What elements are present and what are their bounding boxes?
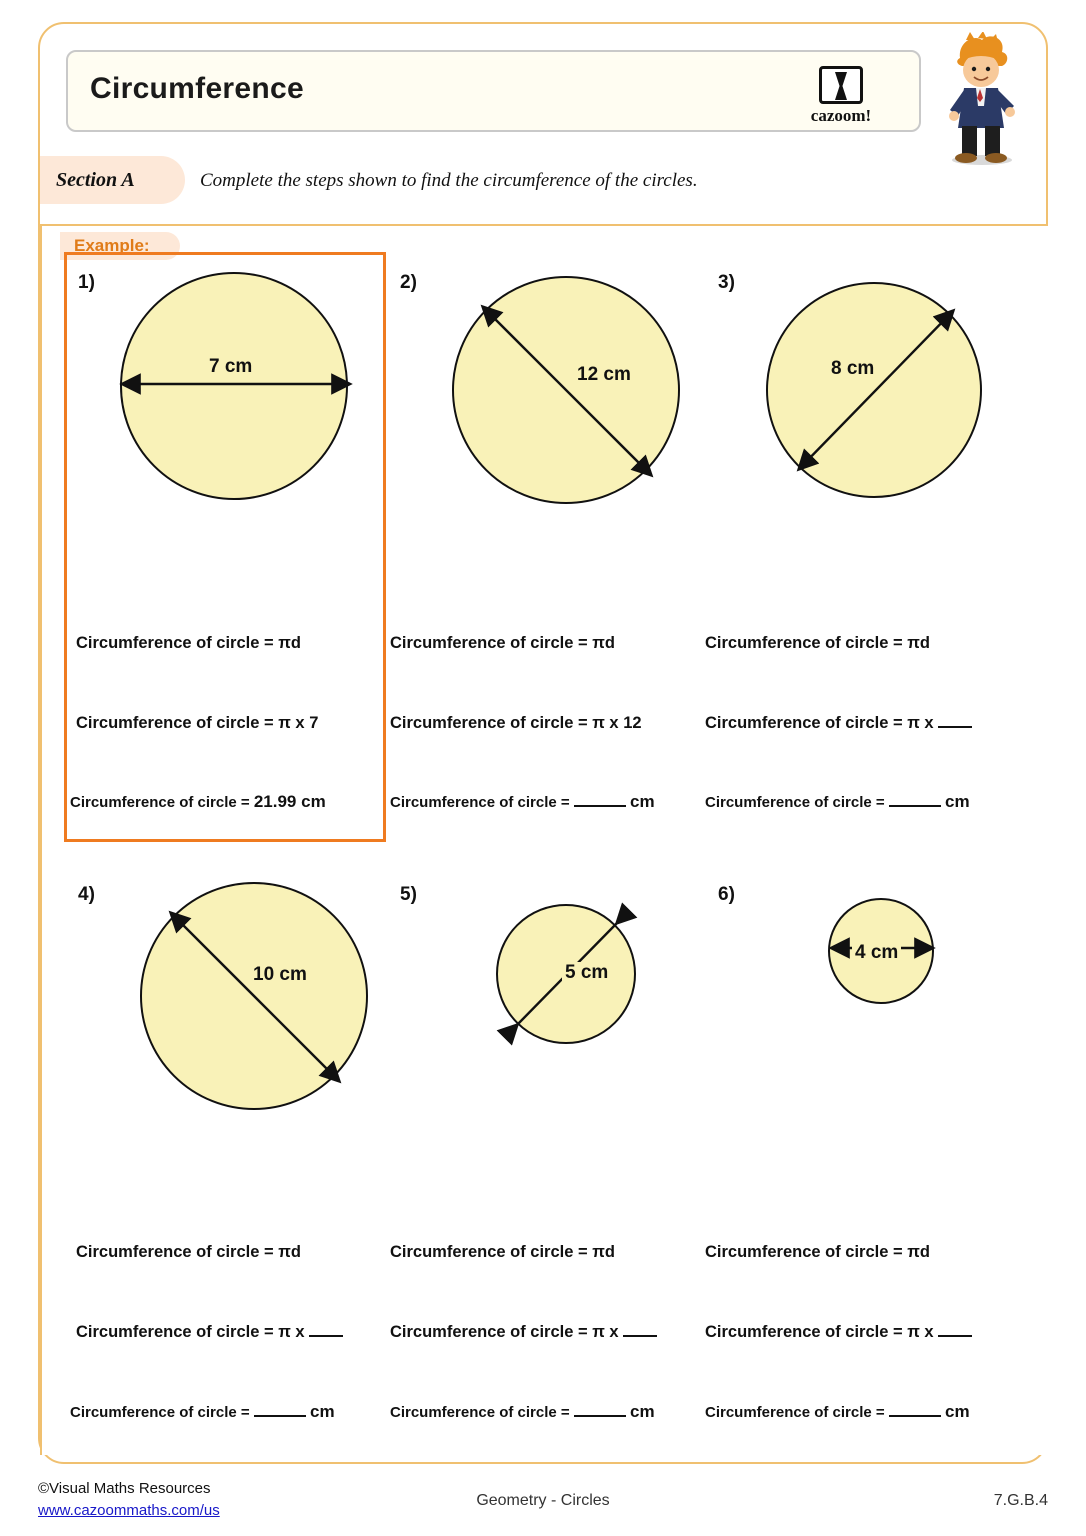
diameter-label-2: 12 cm: [574, 364, 634, 386]
formula-line-2: Circumference of circle = πd: [390, 634, 615, 652]
step2-line-6: Circumference of circle = π x: [705, 1323, 972, 1342]
formula-line-1: Circumference of circle = πd: [76, 634, 301, 652]
diameter-arrow-2: [452, 276, 682, 506]
answer-blank-6[interactable]: [889, 1403, 941, 1417]
diameter-label-5: 5 cm: [562, 962, 611, 984]
answer-line-4: Circumference of circle = cm: [70, 1402, 335, 1421]
step2-line-1: Circumference of circle = π x 7: [76, 714, 319, 732]
formula-line-6: Circumference of circle = πd: [705, 1243, 930, 1261]
answer-value-1: 21.99 cm: [253, 792, 326, 811]
problem-number-2: 2): [400, 272, 417, 293]
footer-standard-code: 7.G.B.4: [993, 1492, 1048, 1509]
answer-line-6: Circumference of circle = cm: [705, 1402, 970, 1421]
problem-number-3: 3): [718, 272, 735, 293]
copyright-text: ©Visual Maths Resources: [38, 1480, 211, 1497]
step2-line-2: Circumference of circle = π x 12: [390, 714, 642, 732]
footer-topic: Geometry - Circles: [476, 1492, 610, 1509]
step2-line-5: Circumference of circle = π x: [390, 1323, 657, 1342]
formula-line-3: Circumference of circle = πd: [705, 634, 930, 652]
diameter-label-6: 4 cm: [852, 942, 901, 964]
answer-line-1: Circumference of circle = 21.99 cm: [70, 792, 326, 811]
section-label: Section A: [56, 169, 135, 191]
problem-number-1: 1): [78, 272, 95, 293]
cazoom-logo: [781, 64, 901, 124]
formula-line-5: Circumference of circle = πd: [390, 1243, 615, 1261]
diameter-label-3: 8 cm: [828, 358, 877, 380]
diameter-label-4: 10 cm: [250, 964, 310, 986]
step2-blank-4[interactable]: [309, 1323, 343, 1337]
problem-number-5: 5): [400, 884, 417, 905]
answer-blank-2[interactable]: [574, 793, 626, 807]
step2-value-1: 7: [309, 714, 319, 732]
answer-blank-3[interactable]: [889, 793, 941, 807]
diameter-arrow-1: [118, 376, 354, 392]
problem-number-6: 6): [718, 884, 735, 905]
diameter-label-1: 7 cm: [206, 356, 255, 378]
formula-line-4: Circumference of circle = πd: [76, 1243, 301, 1261]
section-tab: [40, 156, 185, 204]
section-instruction: Complete the steps shown to find the circumference of the circles.: [200, 170, 698, 191]
step2-line-3: Circumference of circle = π x: [705, 714, 972, 733]
diameter-arrow-4: [140, 882, 370, 1112]
example-label: Example:: [74, 236, 150, 255]
logo-wordmark: cazoom!: [810, 106, 872, 125]
diameter-arrow-3: [766, 282, 984, 500]
mascot-illustration: [930, 32, 1030, 167]
answer-blank-5[interactable]: [574, 1403, 626, 1417]
step2-blank-3[interactable]: [938, 714, 972, 728]
step2-value-2: 12: [623, 714, 642, 732]
answer-line-3: Circumference of circle = cm: [705, 792, 970, 811]
page-title: Circumference: [90, 72, 304, 105]
title-bar: [66, 50, 921, 132]
logo-glyph-icon: [819, 66, 863, 104]
answer-blank-4[interactable]: [254, 1403, 306, 1417]
answer-line-5: Circumference of circle = cm: [390, 1402, 655, 1421]
problem-number-4: 4): [78, 884, 95, 905]
answer-line-2: Circumference of circle = cm: [390, 792, 655, 811]
step2-blank-5[interactable]: [623, 1323, 657, 1337]
step2-blank-6[interactable]: [938, 1323, 972, 1337]
website-link[interactable]: www.cazoommaths.com/us: [38, 1501, 220, 1519]
step2-line-4: Circumference of circle = π x: [76, 1323, 343, 1342]
